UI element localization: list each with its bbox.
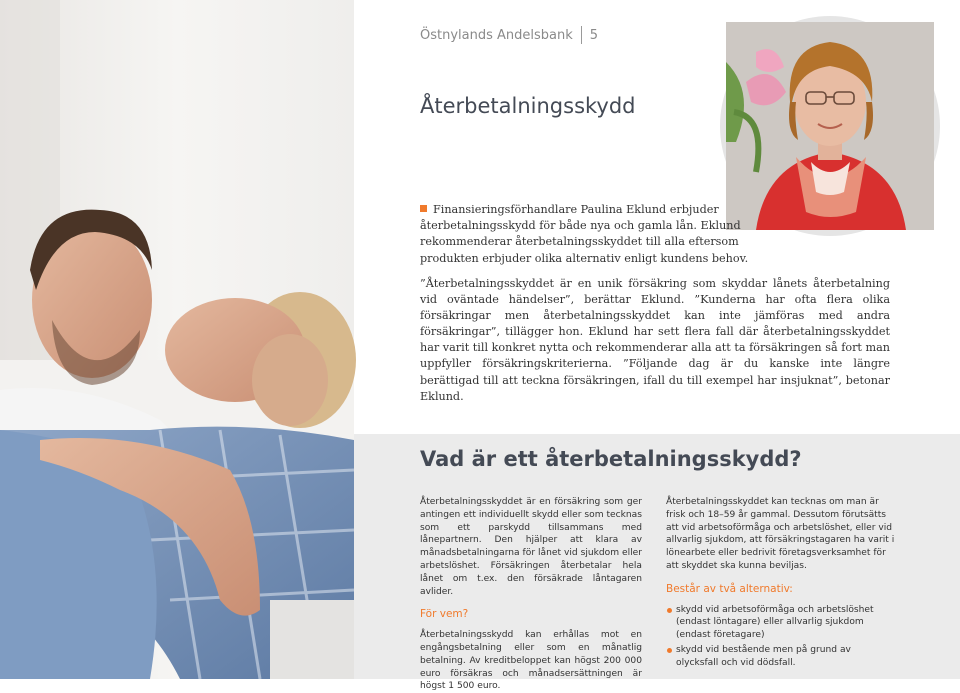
portrait-illustration <box>726 22 934 230</box>
portrait-frame <box>720 16 940 236</box>
orange-square-bullet-icon <box>420 205 427 212</box>
alternative-item: skydd vid bestående men på grund av olycksfall och vid dödsfall. <box>666 644 896 670</box>
page-title: Återbetalningsskydd <box>420 94 636 118</box>
header-divider <box>581 26 582 44</box>
payment-paragraph: Återbetalningsskydd kan erhållas mot en engångsbetalning eller som en månatlig betalning. Av kreditbeloppet kan högst 200 000 euro försäkras och månadsersättningen är högst 1 500 euro. <box>420 630 642 692</box>
page-header <box>420 25 598 45</box>
info-column-left <box>420 496 642 693</box>
eligibility-paragraph: Återbetalningsskyddet kan tecknas om man är frisk och 18–59 år gammal. Dessutom förutsätts att vid arbetsoförmåga och arbetslöshet, eller vid allvarlig sjukdom, att försäkringstagaren ha varit i lönearbete eller bedrivit företagsverksamhet för att skyddet ska kunna beviljas. <box>666 497 895 571</box>
couple-illustration <box>0 0 354 679</box>
alternative-item: skydd vid arbetsoförmåga och arbetslöshet (endast löntagare) eller allvarlig sjukdom (endast företagare) <box>666 604 896 642</box>
couple-photo <box>0 0 354 679</box>
intro-paragraph <box>420 202 750 267</box>
intro-text: Finansieringsförhandlare Paulina Eklund erbjuder återbetalningsskydd för både nya och gamla lån. Eklund rekommenderar återbetalningsskyddet till alla eftersom produkten erbjuder olika alternativ enligt kundens behov. <box>420 203 749 265</box>
bank-name: Östnylands Andelsbank <box>420 27 573 43</box>
quote-paragraph: ”Återbetalningsskyddet är en unik försäkring som skyddar lånets återbetalning vid oväntade händelser”, berättar Eklund. ”Kunderna har ofta flera olika försäkringar men återbetalningsskyddet kan inte jämföras med andra försäkringar”, tillägger hon. Eklund har sett flera fall där återbetalningsskyddet har varit till konkret nytta och rekommenderar alla att ta försäkringen så fort man uppfyller försäkringskriterierna. ”Följande dag är du kanske inte längre berättigad till att teckna försäkringen, ifall du till exempel har insjuknat”, betonar Eklund. <box>420 277 890 403</box>
page-number: 5 <box>589 27 599 43</box>
alternatives-list <box>666 604 896 670</box>
for-whom-heading: För vem? <box>420 608 469 621</box>
info-column-right <box>666 496 896 672</box>
definition-paragraph: Återbetalningsskyddet är en försäkring som ger antingen ett individuellt skydd eller som tecknas som ett parskydd tillsammans med lånepartnern. Den hjälper att klara av månadsbetalningarna för lånet vid sjukdom eller arbetslöshet. Försäkringen återbetalar hela lånet om t.ex. den försäkrade låntagaren avlider. <box>420 497 642 597</box>
section-title: Vad är ett återbetalningsskydd? <box>420 447 802 471</box>
portrait-photo <box>726 22 934 230</box>
alternatives-heading: Består av två alternativ: <box>666 582 793 595</box>
